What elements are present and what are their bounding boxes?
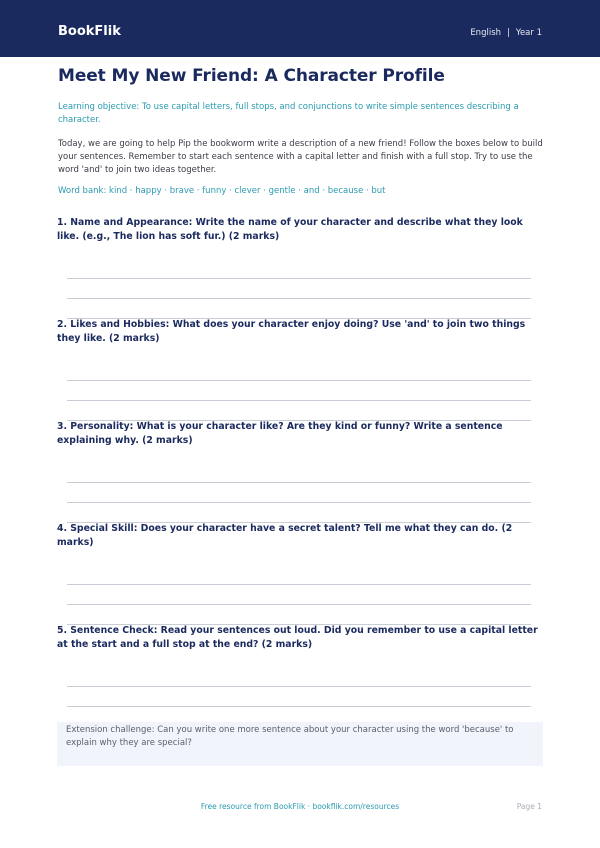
question-4: 4. Special Skill: Does your character have a secret talent? Tell me what they can do. (2 marks): [57, 523, 513, 548]
meta-separator: |: [507, 28, 510, 38]
page-number: Page 1: [516, 802, 542, 811]
answer-line[interactable]: [67, 686, 531, 687]
answer-line[interactable]: [67, 706, 531, 707]
footer-source: Free resource from BookFlik · bookflik.com/resources: [200, 802, 400, 811]
answer-line[interactable]: [67, 400, 531, 401]
learning-objective: Learning objective: To use capital letters, full stops, and conjunctions to write simple sentences describing a character.: [58, 102, 519, 125]
year-label: Year 1: [515, 28, 542, 38]
extension-challenge-box: Extension challenge: Can you write one more sentence about your character using the word 'because' to explain why they are special?: [57, 722, 543, 766]
question-3: 3. Personality: What is your character like? Are they kind or funny? Write a sentence explaining why. (2 marks): [57, 421, 503, 446]
brand-logo: BookFlik: [58, 24, 121, 39]
answer-line[interactable]: [67, 604, 531, 605]
answer-line[interactable]: [67, 298, 531, 299]
header-bar: [0, 0, 600, 57]
word-bank: Word bank: kind · happy · brave · funny · clever · gentle · and · because · but: [58, 186, 386, 196]
intro-text: Today, we are going to help Pip the bookworm write a description of a new friend! Follow the boxes below to build your sentences. Remember to start each sentence with a capital letter and finish with a full stop. Try to use the word 'and' to join two ideas together.: [58, 139, 543, 175]
page-title: Meet My New Friend: A Character Profile: [58, 66, 445, 86]
question-5: 5. Sentence Check: Read your sentences out loud. Did you remember to use a capital letter at the start and a full stop at the end? (2 marks): [57, 625, 538, 650]
question-2: 2. Likes and Hobbies: What does your character enjoy doing? Use 'and' to join two things they like. (2 marks): [57, 319, 526, 344]
subject-label: English: [470, 28, 502, 38]
answer-line[interactable]: [67, 584, 531, 585]
answer-line[interactable]: [67, 380, 531, 381]
question-1: 1. Name and Appearance: Write the name of your character and describe what they look like. (e.g., The lion has soft fur.) (2 marks): [57, 217, 523, 242]
header-meta: [470, 28, 542, 38]
answer-line[interactable]: [67, 482, 531, 483]
answer-line[interactable]: [67, 502, 531, 503]
answer-line[interactable]: [67, 278, 531, 279]
